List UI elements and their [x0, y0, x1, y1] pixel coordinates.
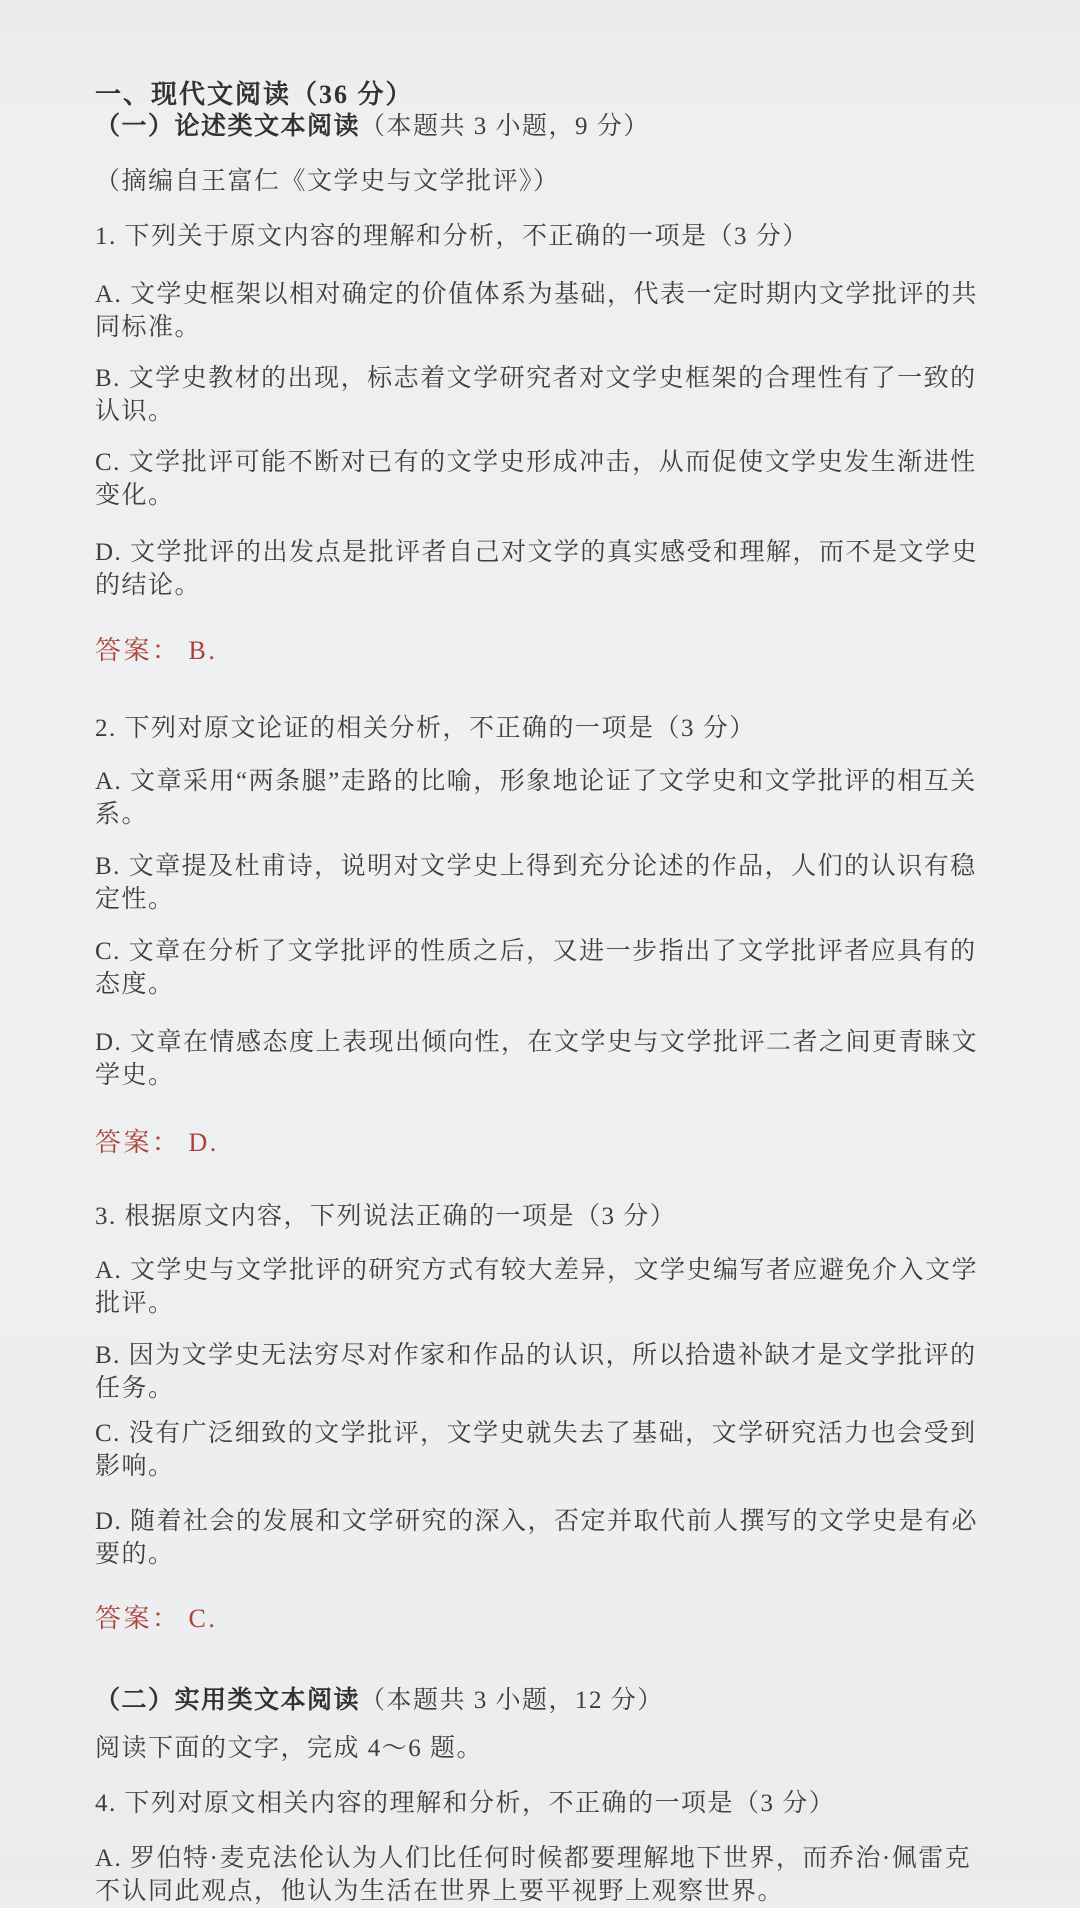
question-2-option-d: D. 文章在情感态度上表现出倾向性，在文学史与文学批评二者之间更青睐文学史。 [95, 1029, 979, 1089]
question-1-option-a: A. 文学史框架以相对确定的价值体系为基础，代表一定时期内文学批评的共同标准。 [95, 281, 979, 341]
answer-value: C. [188, 1604, 218, 1633]
answer-value: B. [188, 636, 218, 665]
question-4-option-a: A. 罗伯特·麦克法伦认为人们比任何时候都要理解地下世界，而乔治·佩雷克不认同此观点，他认为生活在世界上要平视野上观察世界。 [95, 1845, 972, 1905]
answer-label: 答案： [95, 1604, 181, 1633]
question-3-option-b: B. 因为文学史无法穷尽对作家和作品的认识，所以拾遗补缺才是文学批评的任务。 [95, 1342, 977, 1402]
part-1-title-bold: （一）论述类文本阅读 [95, 113, 361, 140]
answer-value: D. [188, 1128, 219, 1157]
question-2-answer [95, 1126, 987, 1159]
question-3-option-c: C. 没有广泛细致的文学批评，文学史就失去了基础，文学研究活力也会受到影响。 [95, 1420, 977, 1480]
answer-label: 答案： [95, 1128, 181, 1157]
question-1-option-d: D. 文学批评的出发点是批评者自己对文学的真实感受和理解，而不是文学史的结论。 [95, 539, 979, 599]
question-1-option-b: B. 文学史教材的出现，标志着文学研究者对文学史框架的合理性有了一致的认识。 [95, 365, 977, 425]
section-1-title: 一、现代文阅读（36 分） [95, 80, 414, 109]
question-2-stem: 2. 下列对原文论证的相关分析，不正确的一项是（3 分） [95, 715, 756, 742]
source-note: （摘编自王富仁《文学史与文学批评》） [95, 168, 560, 195]
question-2-option-a: A. 文章采用“两条腿”走路的比喻，形象地论证了文学史和文学批评的相互关系。 [95, 768, 977, 828]
question-2-option-b: B. 文章提及杜甫诗，说明对文学史上得到充分论述的作品，人们的认识有稳定性。 [95, 853, 977, 913]
answer-label: 答案： [95, 636, 181, 665]
question-3-answer [95, 1602, 987, 1635]
question-1-option-c: C. 文学批评可能不断对已有的文学史形成冲击，从而促使文学史发生渐进性变化。 [95, 449, 977, 509]
part-1-title [95, 110, 987, 143]
question-4-stem: 4. 下列对原文相关内容的理解和分析，不正确的一项是（3 分） [95, 1790, 836, 1817]
part-2-title-rest: （本题共 3 小题，12 分） [360, 1687, 664, 1714]
question-1-stem: 1. 下列关于原文内容的理解和分析，不正确的一项是（3 分） [95, 223, 809, 250]
question-3-option-d: D. 随着社会的发展和文学研究的深入，否定并取代前人撰写的文学史是有必要的。 [95, 1508, 979, 1568]
question-3-option-a: A. 文学史与文学批评的研究方式有较大差异，文学史编写者应避免介入文学批评。 [95, 1257, 979, 1317]
question-2-option-c: C. 文章在分析了文学批评的性质之后，又进一步指出了文学批评者应具有的态度。 [95, 938, 977, 998]
part-1-title-rest: （本题共 3 小题，9 分） [360, 113, 650, 140]
part-2-title-bold: （二）实用类文本阅读 [95, 1687, 361, 1714]
part-2-instruction: 阅读下面的文字，完成 4～6 题。 [95, 1735, 484, 1762]
question-3-stem: 3. 根据原文内容，下列说法正确的一项是（3 分） [95, 1203, 677, 1230]
part-2-title [95, 1684, 987, 1717]
question-1-answer [95, 634, 987, 667]
